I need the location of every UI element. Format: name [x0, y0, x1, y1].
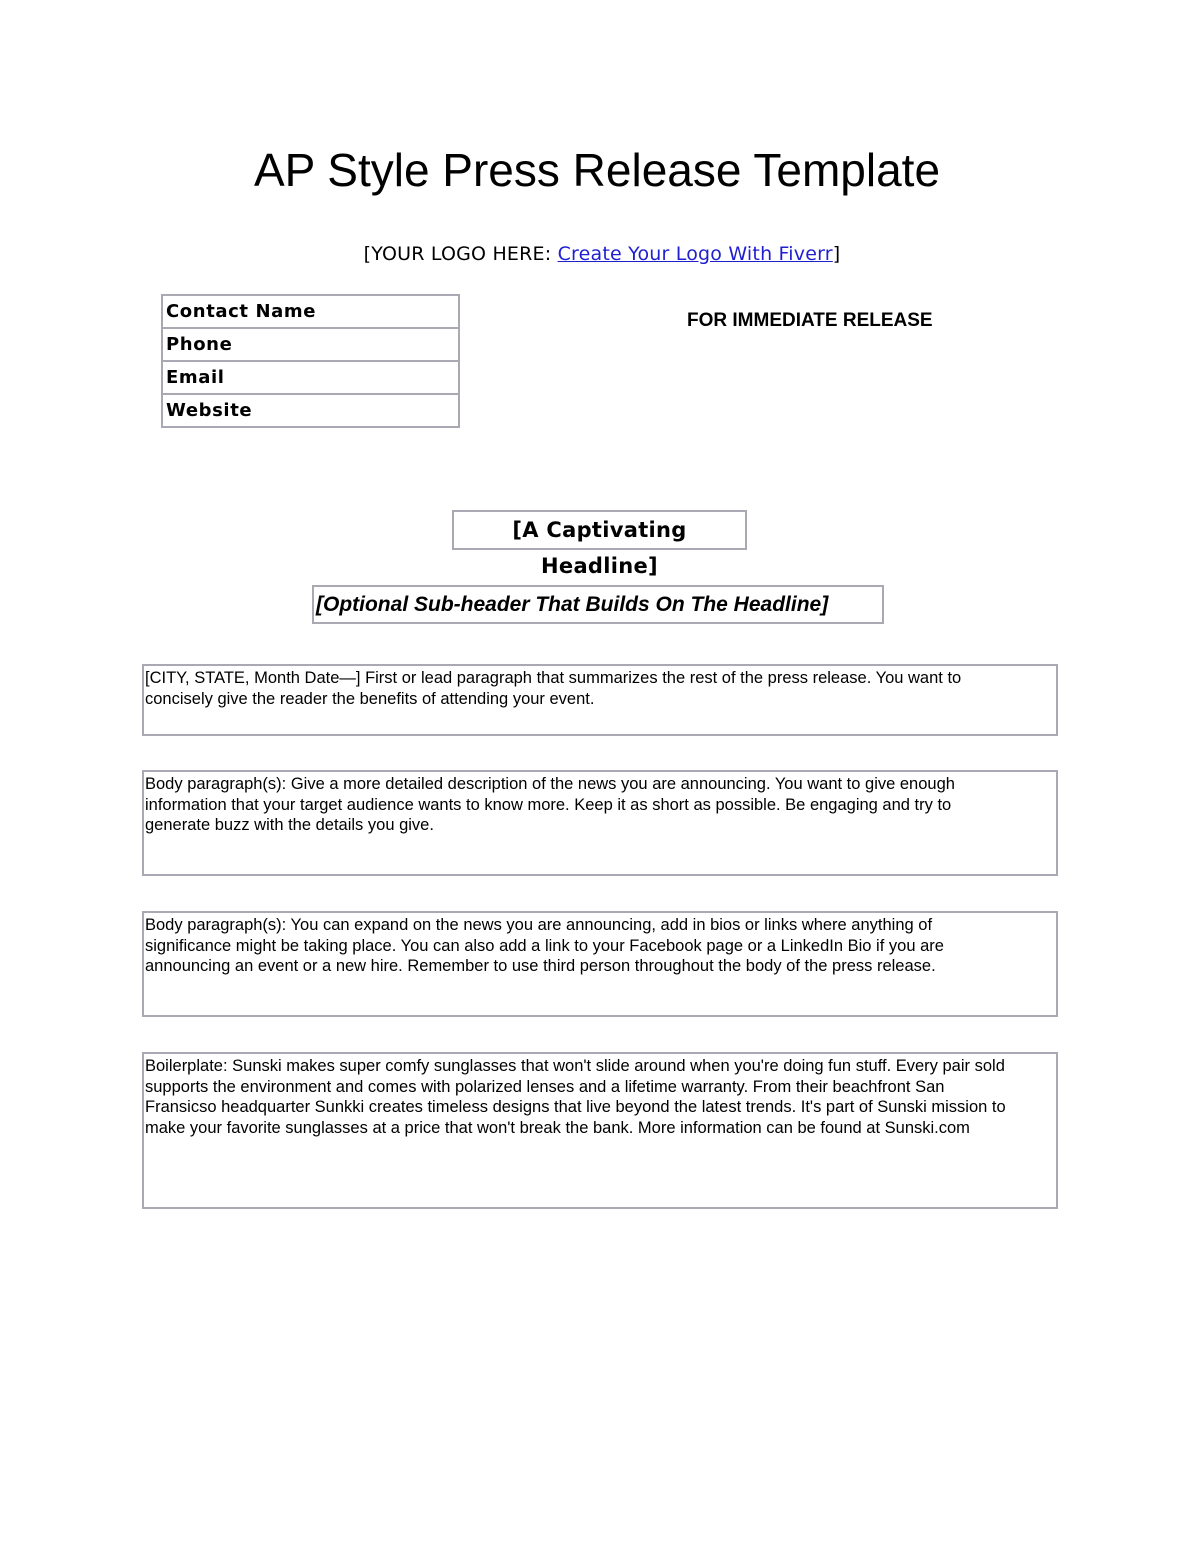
logo-placeholder-line: [0, 242, 1200, 266]
logo-prefix: [YOUR LOGO HERE:: [363, 243, 558, 265]
body-paragraph-box-2[interactable]: Body paragraph(s): You can expand on the news you are announcing, add in bios or links where anything of significance might be taking place. You can also add a link to your Facebook page or a LinkedIn Bio if you are announcing an event or a new hire. Remember to use third person throughout the body of the press release.: [142, 911, 1058, 1017]
logo-suffix: ]: [832, 243, 841, 265]
boilerplate-box[interactable]: Boilerplate: Sunski makes super comfy sunglasses that won't slide around when you're doing fun stuff. Every pair sold supports the environment and comes with polarized lenses and a lifetime warranty. From their beachfront San Fransicso headquarter Sunkki creates timeless designs that live beyond the latest trends. It's part of Sunski mission to make your favorite sunglasses at a price that won't break the bank. More information can be found at Sunski.com: [142, 1052, 1058, 1209]
create-logo-link[interactable]: Create Your Logo With Fiverr: [557, 243, 833, 265]
release-label: FOR IMMEDIATE RELEASE: [687, 310, 933, 331]
phone-field[interactable]: Phone: [163, 329, 458, 362]
subheader-box[interactable]: [Optional Sub-header That Builds On The Headline]: [312, 585, 884, 624]
document-title: AP Style Press Release Template: [253, 144, 941, 196]
contact-table: [161, 294, 460, 428]
email-field[interactable]: Email: [163, 362, 458, 395]
lead-paragraph-box[interactable]: [CITY, STATE, Month Date—] First or lead paragraph that summarizes the rest of the press release. You want to concisely give the reader the benefits of attending your event.: [142, 664, 1058, 736]
body-paragraph-box-1[interactable]: Body paragraph(s): Give a more detailed description of the news you are announcing. You want to give enough information that your target audience wants to know more. Keep it as short as possible. Be engaging and try to generate buzz with the details you give.: [142, 770, 1058, 876]
website-field[interactable]: Website: [166, 400, 253, 421]
contact-name-field[interactable]: Contact Name: [163, 296, 458, 329]
headline-box[interactable]: [A Captivating Headline]: [452, 510, 747, 550]
